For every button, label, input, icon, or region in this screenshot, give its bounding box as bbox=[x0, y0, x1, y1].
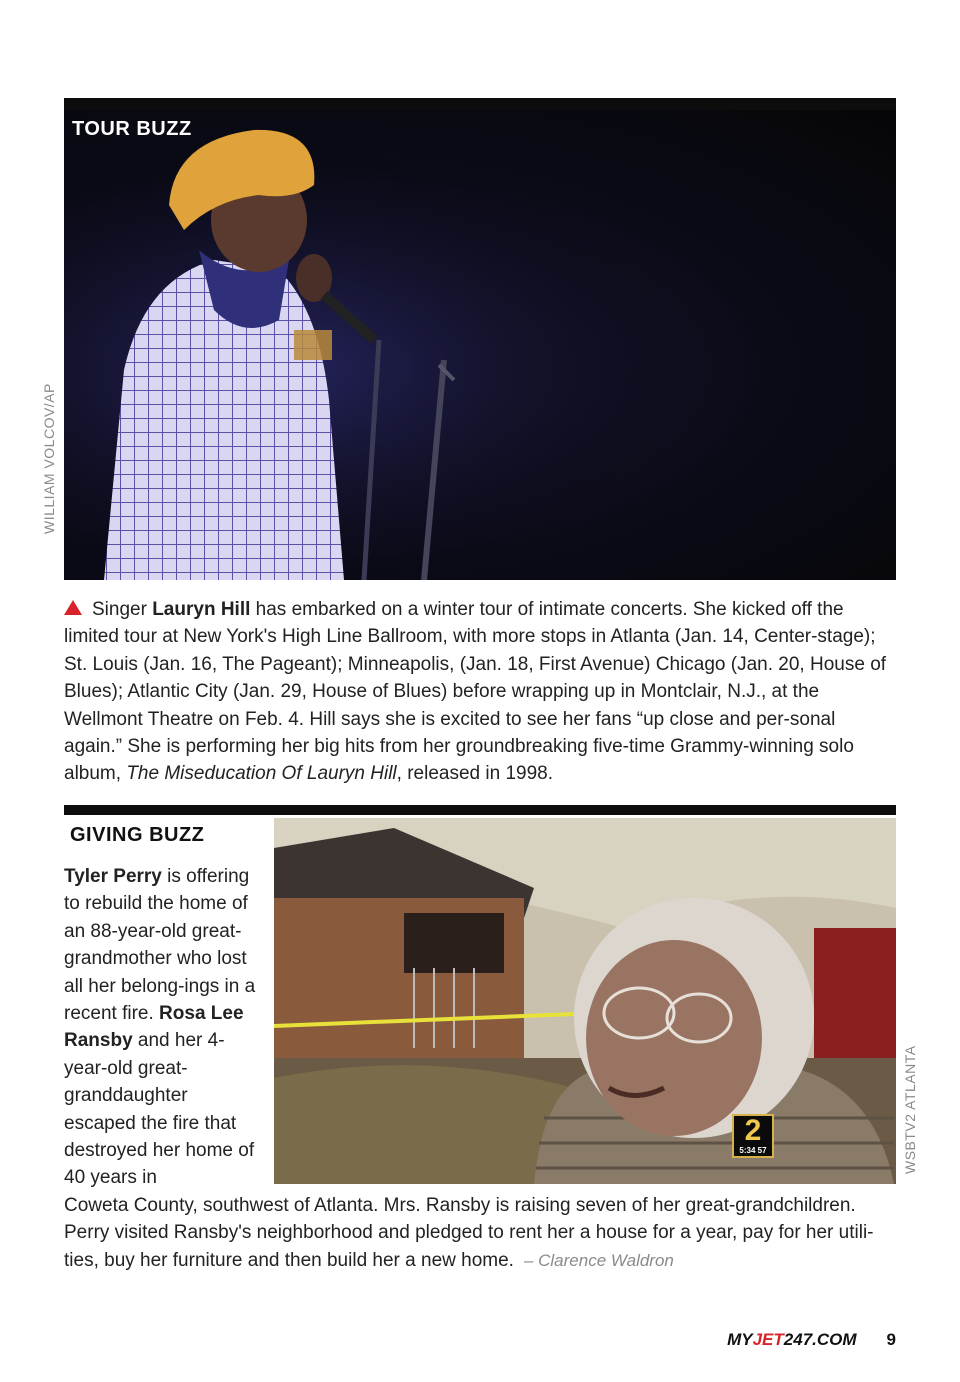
site-url bbox=[727, 1330, 856, 1349]
section-bar-tour bbox=[64, 98, 896, 110]
tour-name: Lauryn Hill bbox=[152, 599, 251, 620]
tour-lead: Singer bbox=[92, 599, 147, 620]
site-url-part-jet: JET bbox=[752, 1330, 784, 1349]
tour-body-end: , released in 1998. bbox=[396, 763, 553, 785]
concert-photo bbox=[64, 110, 896, 580]
tv-timestamp: 5:34 57 bbox=[739, 1146, 767, 1155]
page-footer bbox=[727, 1330, 896, 1350]
tour-body: has embarked on a winter tour of intimate concerts. She kicked off the limited tour at New York's High Line Ballroom, with more stops in Atlanta (Jan. 14, Center-stage); St. Louis (Jan. 16, The Pageant); Minneapolis, (Jan. 18, First Avenue) Chicago (Jan. 20, House of Blues); Atlantic City (Jan. 29, House of Blues) before wrapping up in Montclair, N.J., at the Wellmont Theatre on Feb. 4. Hill says she is excited to see her fans “up close and per-sonal again.” She is performing her big hits from her groundbreaking five-time Grammy-winning solo album, bbox=[64, 599, 887, 785]
byline: – Clarence Waldron bbox=[523, 1250, 674, 1270]
page-number: 9 bbox=[886, 1330, 896, 1349]
giving-name-1: Tyler Perry bbox=[64, 866, 162, 887]
giving-body-3: Coweta County, southwest of Atlanta. Mrs. Ransby is raising seven of her great-grandchildren. Perry visited Ransby's neighborhood and pledged to rent her a house for a year, pay for her utili-ties, buy her furniture and then build her a new home. bbox=[64, 1194, 874, 1271]
section-label-tour: TOUR BUZZ bbox=[72, 118, 192, 140]
giving-body-1: is offering to rebuild the home of an 88-year-old great-grandmother who lost all her belong-ings in a recent fire. bbox=[64, 866, 256, 1025]
giving-body-2: and her 4-year-old great-granddaughter escaped the fire that destroyed her home of 40 years in bbox=[64, 1030, 255, 1189]
section-bar-giving bbox=[64, 805, 896, 815]
site-url-part-my: MY bbox=[727, 1330, 753, 1349]
photo-credit-tour: WILLIAM VOLCOV/AP bbox=[41, 383, 57, 534]
tour-article bbox=[64, 596, 898, 788]
photo-credit-giving: WSBTV2 ATLANTA bbox=[902, 1045, 918, 1174]
red-triangle-icon bbox=[64, 600, 82, 615]
giving-narrow-column bbox=[64, 863, 259, 1192]
album-title: The Miseducation Of Lauryn Hill bbox=[126, 763, 397, 785]
site-url-part-domain: 247.COM bbox=[783, 1330, 857, 1349]
section-label-giving: GIVING BUZZ bbox=[70, 824, 205, 846]
giving-article bbox=[64, 863, 894, 1274]
singer-illustration bbox=[64, 110, 896, 580]
tv-channel-number: 2 bbox=[744, 1114, 762, 1147]
giving-name-2: Rosa Lee Ransby bbox=[64, 1003, 244, 1052]
